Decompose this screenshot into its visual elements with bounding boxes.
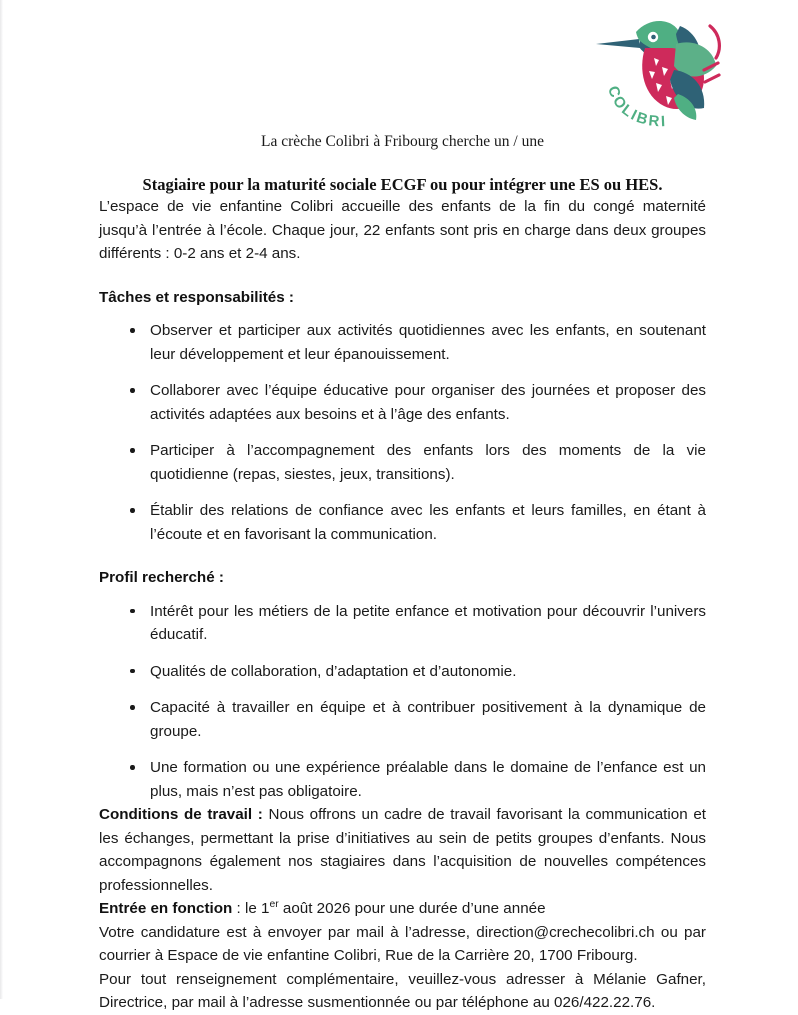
bullet-dot-icon xyxy=(130,388,135,393)
list-item xyxy=(99,660,706,684)
contact-paragraph: Pour tout renseignement complémentaire, veuillez-vous adresser à Mélanie Gafner, Directrice, par mail à l’adresse susmentionnée ou par téléphone au 026/422.22.76. xyxy=(99,970,706,1011)
list-item xyxy=(99,319,706,366)
list-item-text: Observer et participer aux activités quotidiennes avec les enfants, en soutenant leur développement et leur épanouissement. xyxy=(150,322,706,363)
conditions-text: Nous offrons un cadre de travail favorisant la communication et les échanges, permettant la prise d’initiatives au sein de petits groupes d’enfants. Nous accompagnons également nos stagiaires dans l’acquisition de nouvelles compétences professionnelles. xyxy=(99,806,706,894)
list-item xyxy=(99,499,706,546)
entry-text-before: : le 1 xyxy=(232,900,270,917)
list-item-text: Intérêt pour les métiers de la petite enfance et motivation pour découvrir l’univers éducatif. xyxy=(150,602,706,643)
entry-lead: Entrée en fonction xyxy=(99,900,233,917)
document-content xyxy=(99,0,706,1015)
profil-bullet-list xyxy=(99,600,706,804)
page-left-edge xyxy=(0,0,3,999)
conditions-paragraph xyxy=(99,803,706,897)
bullet-dot-icon xyxy=(130,508,135,513)
bullet-dot-icon xyxy=(130,765,135,770)
entry-text-after: août 2026 pour une durée d’une année xyxy=(278,900,546,917)
list-item-text: Qualités de collaboration, d’adaptation et d’autonomie. xyxy=(150,662,517,680)
list-item xyxy=(99,696,706,743)
list-item-text: Collaborer avec l’équipe éducative pour organiser des journées et proposer des activités adaptées aux besoins et à l’âge des enfants. xyxy=(150,382,706,423)
list-item xyxy=(99,379,706,426)
conditions-lead: Conditions de travail : xyxy=(99,806,263,823)
application-paragraph: Votre candidature est à envoyer par mail à l’adresse, direction@crechecolibri.ch ou par courrier à Espace de vie enfantine Colibri, Rue de la Carrière 20, 1700 Fribourg. xyxy=(99,923,706,964)
section-heading-taches: Tâches et responsabilités : xyxy=(99,288,294,306)
bullet-dot-icon xyxy=(130,705,135,710)
list-item-text: Une formation ou une expérience préalable dans le domaine de l’enfance est un plus, mais n’est pas obligatoire. xyxy=(150,759,706,800)
list-item-text: Capacité à travailler en équipe et à contribuer positivement à la dynamique de groupe. xyxy=(150,699,706,740)
intro-line: La crèche Colibri à Fribourg cherche un / une xyxy=(261,133,544,150)
list-item-text: Participer à l’accompagnement des enfants lors des moments de la vie quotidienne (repas, siestes, jeux, transitions). xyxy=(150,442,706,483)
entry-paragraph xyxy=(99,897,706,921)
bullet-dot-icon xyxy=(130,669,135,674)
section-heading-profil: Profil recherché : xyxy=(99,569,224,586)
bullet-dot-icon xyxy=(130,328,135,333)
entry-ordinal-suffix: er xyxy=(269,898,279,910)
list-item xyxy=(99,756,706,803)
job-title: Stagiaire pour la maturité sociale ECGF ou pour intégrer une ES ou HES. xyxy=(142,175,663,194)
bullet-dot-icon xyxy=(130,609,135,614)
logo-wordmark: COLIBRI xyxy=(604,83,668,130)
intro-paragraph: L’espace de vie enfantine Colibri accueille des enfants de la fin du congé maternité jusqu’à l’entrée à l’école. Chaque jour, 22 enfants sont pris en charge dans deux groupes différents : 0-2 ans et 2-4 ans. xyxy=(99,198,706,262)
bullet-dot-icon xyxy=(130,448,135,453)
taches-bullet-list xyxy=(99,319,706,546)
list-item-text: Établir des relations de confiance avec les enfants et leurs familles, en étant à l’écoute et en favorisant la communication. xyxy=(150,502,706,543)
list-item xyxy=(99,439,706,486)
list-item xyxy=(99,600,706,647)
